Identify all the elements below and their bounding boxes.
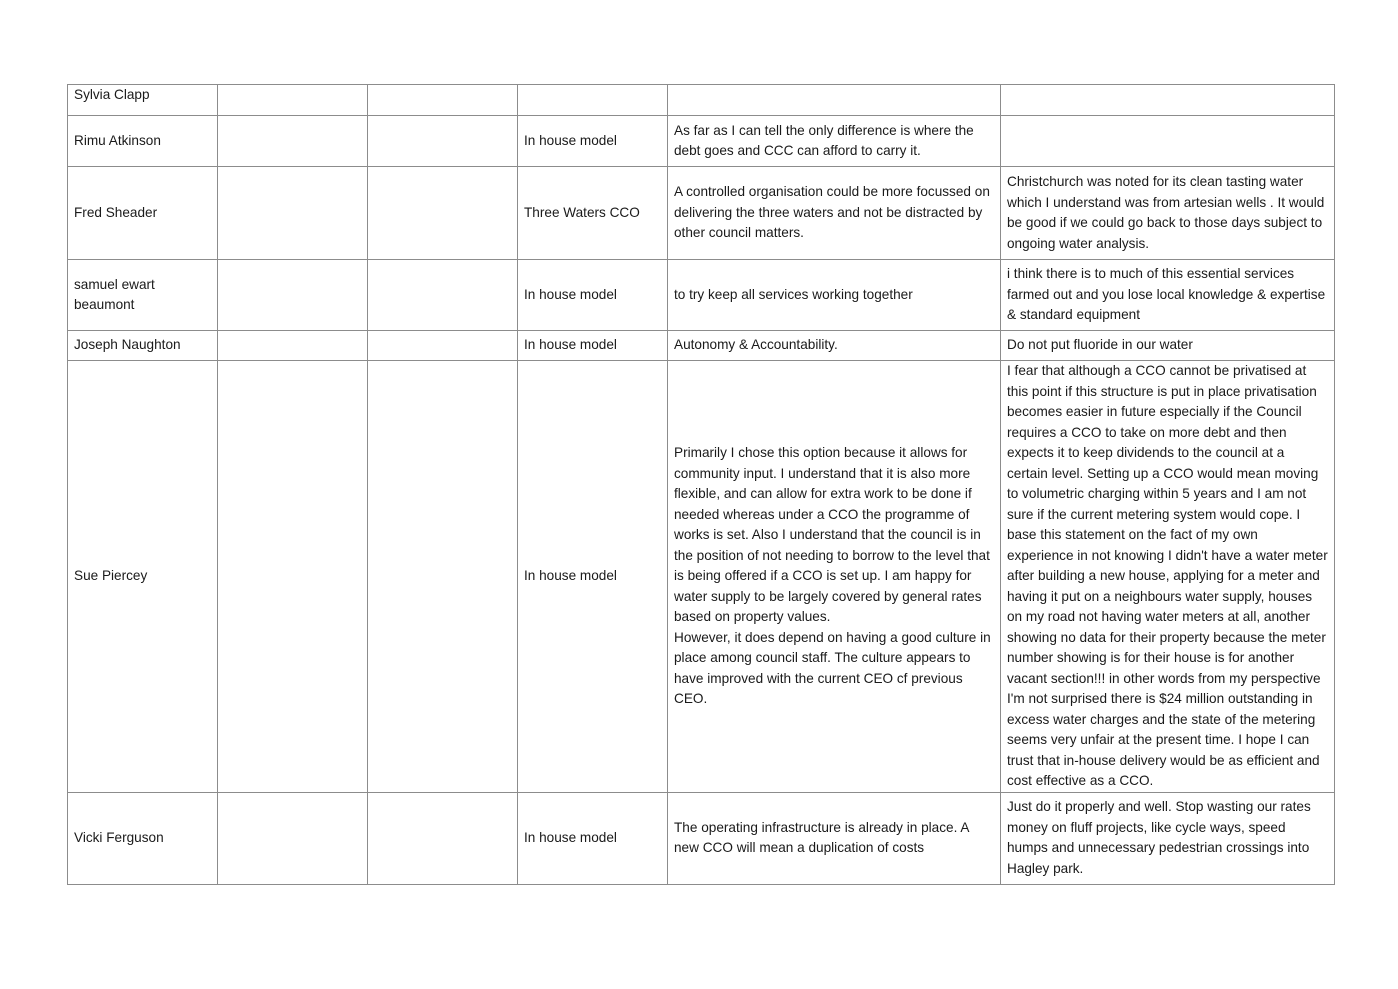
empty-cell	[218, 792, 368, 884]
preferred-option-cell: In house model	[518, 116, 668, 167]
table-row	[68, 792, 1335, 884]
empty-cell	[368, 167, 518, 260]
table-row	[68, 116, 1335, 167]
submitter-name-cell: Rimu Atkinson	[68, 116, 218, 167]
empty-cell	[368, 116, 518, 167]
empty-cell	[218, 116, 368, 167]
empty-cell	[368, 792, 518, 884]
preferred-option-cell: In house model	[518, 792, 668, 884]
comment-cell: I fear that although a CCO cannot be privatised at this point if this structure is put in place privatisation becomes easier in future especially if the Council requires a CCO to take on more debt and then expects it to keep dividends to the council at a certain level. Setting up a CCO would mean moving to volumetric charging within 5 years and I am not sure if the current metering system would cope. I base this statement on the fact of my own experience in not knowing I didn't have a water meter after building a new house, applying for a meter and having it put on a neighbours water supply, houses on my road not having water meters at all, another showing no data for their property because the meter number showing is for their house is for another vacant section!!! in other words from my perspective I'm not surprised there is $24 million outstanding in excess water charges and the state of the metering seems very unfair at the present time. I hope I can trust that in-house delivery would be as efficient and cost effective as a CCO.	[1001, 361, 1335, 793]
table-row	[68, 85, 1335, 116]
comment-cell	[1001, 116, 1335, 167]
empty-cell	[218, 85, 368, 116]
reason-cell	[668, 85, 1001, 116]
submitter-name-cell: Joseph Naughton	[68, 331, 218, 361]
empty-cell	[218, 331, 368, 361]
submitter-name-cell: Sue Piercey	[68, 361, 218, 793]
comment-cell	[1001, 85, 1335, 116]
preferred-option-cell: In house model	[518, 361, 668, 793]
reason-cell: Primarily I chose this option because it allows for community input. I understand that it is also more flexible, and can allow for extra work to be done if needed whereas under a CCO the programme of works is set. Also I understand that the council is in the position of not needing to borrow to the level that is being offered if a CCO is set up. I am happy for water supply to be largely covered by general rates based on property values. However, it does depend on having a good culture in place among council staff. The culture appears to have improved with the current CEO cf previous CEO.	[668, 361, 1001, 793]
submitter-name-cell: Sylvia Clapp	[68, 85, 218, 116]
empty-cell	[368, 260, 518, 331]
reason-cell: The operating infrastructure is already in place. A new CCO will mean a duplication of costs	[668, 792, 1001, 884]
table-row	[68, 361, 1335, 793]
preferred-option-cell	[518, 85, 668, 116]
empty-cell	[218, 361, 368, 793]
empty-cell	[368, 331, 518, 361]
empty-cell	[368, 85, 518, 116]
comment-cell: i think there is to much of this essential services farmed out and you lose local knowledge & expertise & standard equipment	[1001, 260, 1335, 331]
comment-cell: Do not put fluoride in our water	[1001, 331, 1335, 361]
comment-cell: Christchurch was noted for its clean tasting water which I understand was from artesian wells . It would be good if we could go back to those days subject to ongoing water analysis.	[1001, 167, 1335, 260]
reason-cell: Autonomy & Accountability.	[668, 331, 1001, 361]
empty-cell	[218, 260, 368, 331]
table-row	[68, 260, 1335, 331]
submissions-table	[67, 84, 1335, 885]
submitter-name-cell: Vicki Ferguson	[68, 792, 218, 884]
preferred-option-cell: In house model	[518, 260, 668, 331]
preferred-option-cell: Three Waters CCO	[518, 167, 668, 260]
empty-cell	[218, 167, 368, 260]
preferred-option-cell: In house model	[518, 331, 668, 361]
submitter-name-cell: Fred Sheader	[68, 167, 218, 260]
empty-cell	[368, 361, 518, 793]
reason-cell: As far as I can tell the only difference is where the debt goes and CCC can afford to carry it.	[668, 116, 1001, 167]
table-row	[68, 331, 1335, 361]
submitter-name-cell: samuel ewart beaumont	[68, 260, 218, 331]
table-row	[68, 167, 1335, 260]
comment-cell: Just do it properly and well. Stop wasting our rates money on fluff projects, like cycle ways, speed humps and unnecessary pedestrian crossings into Hagley park.	[1001, 792, 1335, 884]
reason-cell: to try keep all services working together	[668, 260, 1001, 331]
reason-cell: A controlled organisation could be more focussed on delivering the three waters and not be distracted by other council matters.	[668, 167, 1001, 260]
